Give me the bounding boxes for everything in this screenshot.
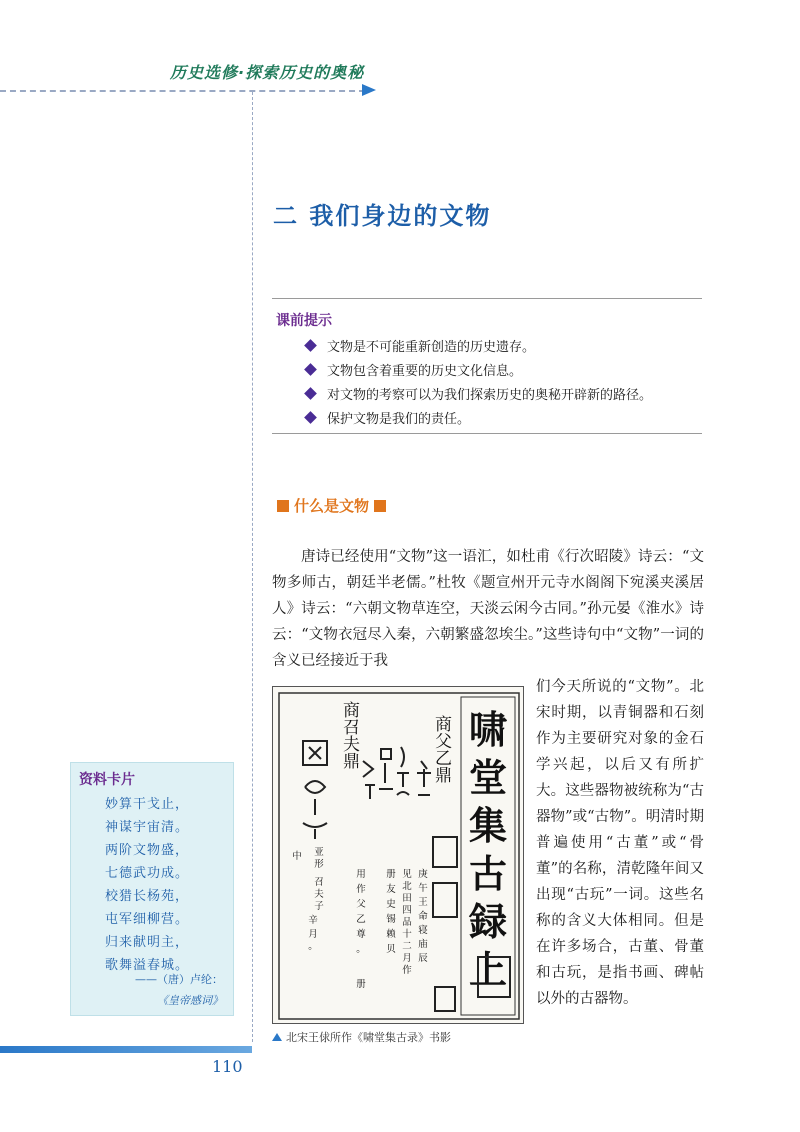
svg-text:命: 命 — [418, 911, 428, 922]
square-icon — [277, 500, 289, 512]
book-title-char: 集 — [468, 803, 508, 848]
poem-title: 《皇帝感词》 — [157, 994, 223, 1007]
square-icon — [374, 500, 386, 512]
poem-line: 妙算干戈止， — [105, 797, 190, 812]
svg-text:庚: 庚 — [418, 869, 428, 880]
svg-text:寝: 寝 — [418, 925, 428, 936]
svg-text:册: 册 — [356, 979, 366, 990]
svg-text:友: 友 — [386, 884, 396, 895]
figure-caption — [272, 1029, 451, 1045]
svg-text:作: 作 — [402, 965, 412, 976]
subsection-title — [272, 495, 391, 516]
poem-author: ——（唐）卢纶： — [135, 973, 223, 986]
margin-divider — [252, 92, 253, 1042]
footer-bar — [0, 1046, 252, 1053]
svg-text:尊: 尊 — [356, 929, 366, 940]
figure-caption-text: 北宋王俅所作《啸堂集古录》书影 — [286, 1031, 451, 1044]
tip-text: 对文物的考察可以为我们探索历史的奥秘开辟新的路径。 — [327, 387, 653, 403]
arrow-icon — [362, 84, 376, 96]
svg-text:作: 作 — [356, 884, 366, 895]
data-card — [70, 762, 234, 1016]
svg-text:。: 。 — [308, 941, 318, 952]
vessel-title: 商父乙鼎 — [431, 715, 451, 783]
seal-stamp — [433, 837, 457, 867]
tip-item — [306, 381, 652, 405]
poem-line: 屯军细柳营。 — [105, 912, 190, 927]
tips-list — [306, 333, 652, 429]
svg-text:史: 史 — [386, 899, 396, 910]
poem-line: 七德武功成。 — [105, 866, 190, 881]
svg-text:田: 田 — [402, 893, 412, 904]
svg-text:二: 二 — [402, 941, 412, 952]
svg-text:品: 品 — [402, 917, 412, 928]
poem-line: 归来献明主， — [105, 935, 190, 950]
poem-line: 歌舞溢春城。 — [105, 958, 190, 973]
svg-text:北: 北 — [402, 881, 412, 892]
diamond-icon — [304, 387, 317, 400]
svg-text:贝: 贝 — [386, 944, 396, 955]
tip-text: 文物是不可能重新创造的历史遗存。 — [327, 339, 536, 355]
book-title-char: 古 — [468, 851, 508, 896]
svg-text:形: 形 — [314, 859, 324, 870]
svg-text:乙: 乙 — [356, 914, 366, 925]
book-title-char: 録 — [468, 899, 508, 944]
svg-text:王: 王 — [418, 897, 428, 908]
diamond-icon — [304, 411, 317, 424]
svg-text:辛: 辛 — [308, 915, 318, 926]
subsection-title-text: 什么是文物 — [294, 497, 370, 515]
svg-text:中: 中 — [292, 851, 302, 862]
pre-class-tips — [272, 298, 702, 434]
tip-text: 保护文物是我们的责任。 — [327, 411, 471, 427]
svg-text:十: 十 — [402, 929, 412, 940]
svg-text:册: 册 — [386, 869, 396, 880]
book-page-image — [272, 686, 524, 1024]
seal-stamp — [435, 987, 455, 1011]
poem-line: 神谋宇宙清。 — [105, 820, 190, 835]
svg-text:。: 。 — [356, 944, 366, 955]
body-paragraph-continued: 们今天所说的“文物”。北宋时期，以青铜器和石刻作为主要研究对象的金石学兴起，以后又有所扩大。这些器物被统称为“古器物”或“古物”。明清时期普遍使用“古董”或“骨董”的名称，清乾隆年间又出现“古玩”一词。这些名称的含义大体相同。但是在许多场合，古董、骨董和古玩，是指书画、碑帖以外的古器物。 — [536, 679, 704, 1007]
seal-stamp — [433, 883, 457, 917]
book-title-char: 上 — [468, 947, 508, 992]
svg-text:赖: 赖 — [386, 929, 396, 940]
diamond-icon — [304, 339, 317, 352]
bronze-inscription — [303, 741, 431, 839]
book-title-char: 啸 — [468, 707, 508, 752]
tip-item — [306, 405, 652, 429]
svg-text:夫: 夫 — [314, 889, 324, 900]
card-heading: 资料卡片 — [79, 772, 135, 788]
book-page-illustration — [273, 687, 524, 1024]
svg-text:子: 子 — [314, 901, 324, 912]
svg-text:锡: 锡 — [386, 914, 396, 925]
poem-lines — [105, 793, 189, 977]
diamond-icon — [304, 363, 317, 376]
svg-text:用: 用 — [356, 869, 366, 880]
section-title: 二 我们身边的文物 — [273, 202, 492, 230]
book-title-char: 堂 — [468, 755, 508, 800]
svg-text:召: 召 — [314, 877, 324, 888]
svg-text:月: 月 — [402, 953, 412, 964]
tips-heading: 课前提示 — [276, 313, 332, 329]
header-divider — [0, 90, 365, 92]
svg-text:见: 见 — [402, 869, 412, 880]
tip-text: 文物包含着重要的历史文化信息。 — [327, 363, 523, 379]
tip-item — [306, 357, 652, 381]
svg-text:父: 父 — [356, 899, 366, 910]
svg-text:月: 月 — [308, 929, 318, 940]
tip-item — [306, 333, 652, 357]
svg-text:辰: 辰 — [418, 953, 428, 964]
body-paragraph: 唐诗已经使用“文物”这一语汇，如杜甫《行次昭陵》诗云：“文物多师古，朝廷半老儒。”杜牧《题宣州开元寺水阁阁下宛溪夹溪居人》诗云：“六朝文物草连空，天淡云闲今古同。”孙元晏《淮水》诗云：“文物衣冠尽入秦，六朝繁盛忽埃尘。”这些诗句中“文物”一词的含义已经接近于我 — [272, 549, 704, 669]
svg-text:午: 午 — [418, 883, 428, 894]
poem-line: 校猎长杨苑， — [105, 889, 190, 904]
svg-text:亚: 亚 — [314, 847, 324, 858]
svg-text:庙: 庙 — [418, 939, 428, 950]
triangle-icon — [272, 1033, 282, 1041]
svg-text:四: 四 — [402, 905, 412, 916]
poem-line: 两阶文物盛， — [105, 843, 190, 858]
page-number: 110 — [212, 1057, 243, 1076]
header-title: 历史选修·探索历史的奥秘 — [170, 63, 365, 82]
vessel-title: 商召夫鼎 — [339, 701, 359, 769]
